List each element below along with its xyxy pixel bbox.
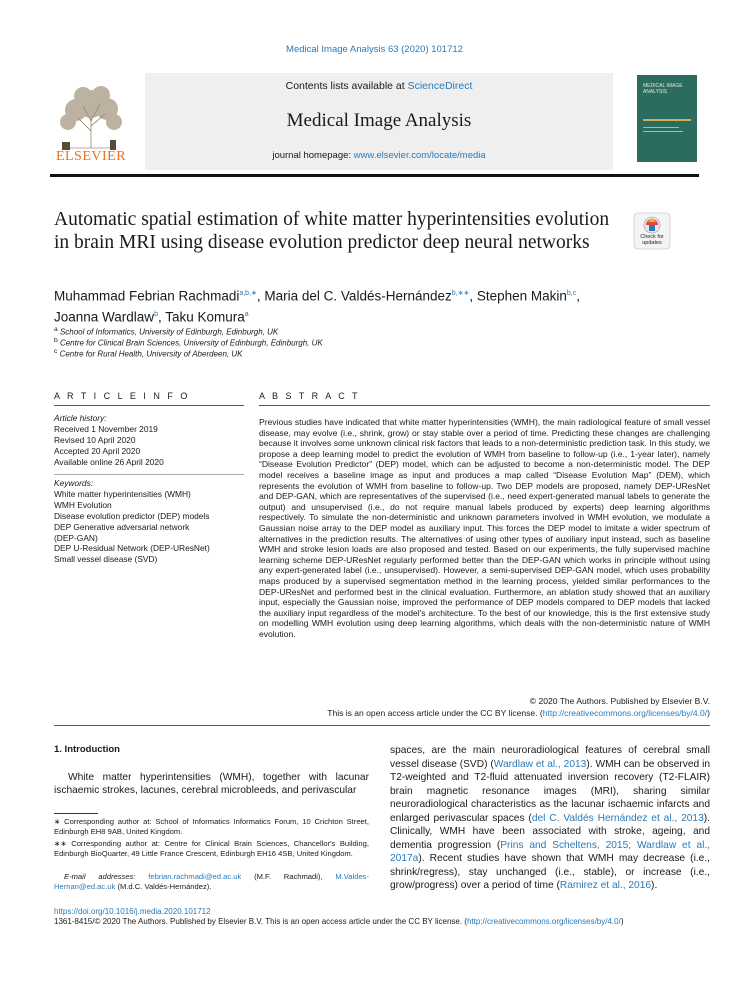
contents-line: Contents lists available at ScienceDirect xyxy=(285,80,473,92)
author-sup: b xyxy=(154,310,158,318)
affiliation: $^c$ Centre for Rural Health, University of Aberdeen, UK xyxy=(54,348,243,359)
homepage-link[interactable]: www.elsevier.com/locate/media xyxy=(353,150,486,161)
citation-link[interactable]: Prins and Scheltens, 2015; Wardlaw et al., 2017a xyxy=(390,839,710,865)
author[interactable]: Muhammad Febrian Rachmadi xyxy=(54,288,240,304)
journal-homepage: journal homepage: www.elsevier.com/locate/media xyxy=(272,150,486,161)
author[interactable]: Maria del C. Valdés-Hernández xyxy=(264,288,452,304)
keyword: (DEP-GAN) xyxy=(54,532,98,543)
intro-paragraph: White matter hyperintensities (WMH), together with lacunar ischaemic strokes, lacunes, cerebral microbleeds, and perivascular xyxy=(54,772,369,797)
email-link[interactable]: febrian.rachmadi@ed.ac.uk xyxy=(148,872,242,881)
journal-title: Medical Image Analysis xyxy=(286,110,472,131)
license-link[interactable]: http://creativecommons.org/licenses/by/4.0/ xyxy=(466,917,621,926)
publisher-logo-text: ELSEVIER xyxy=(55,149,127,164)
divider xyxy=(54,725,710,726)
journal-cover xyxy=(637,75,697,162)
keyword: White matter hyperintensities (WMH) xyxy=(54,488,191,499)
email-footnote: E-mail addresses: febrian.rachmadi@ed.ac.uk (M.F. Rachmadi), M.Valdes-Hernan@ed.ac.uk (M.d.C. Valdés-Hernández). xyxy=(54,872,369,892)
author-sup: b,∗∗ xyxy=(451,290,470,297)
cover-title: MEDICAL IMAGE ANALYSIS xyxy=(643,83,683,95)
abstract-text: Previous studies have indicated that white matter hyperintensities (WMH), the main radiological feature of small vessel disease, may evolve (i.e., shrink, grow) or stay stable over a period of time. Predicting these changes are challenging because it involves some unknown clinical risk factors that leads to a non-deterministic prediction task. In this study, we propose a deep learning model to predict the evolution of WMH from baseline to follow-up (i.e., 1-year later), namely “Disease Evolution Predictor” (DEP) model, which can be adjusted to become a non-deterministic model. The DEP model receives a baseline image as input and produces a map called “Disease Evolution Map” (DEM), which represents the evolution of WMH from baseline to follow-up. Two DEP models are proposed, namely DEP-UResNet and DEP-GAN, which are representatives of the supervised (i.e., need expert-generated manual labels to generate the output) and unsupervised (i.e., do not require manual labels produced by experts) deep learning algorithms respectively. To simulate the non-deterministic and unknown parameters involved in WMH evolution, we modulate a Gaussian noise array to the DEP model as auxiliary input. This forces the DEP model to imitate a wider spectrum of alternatives in the prediction results. The alternatives of using other types of auxiliary input instead, such as baseline WMH and stroke lesion loads are also proposed and tested. Based on our experiments, the fully supervised machine learning scheme DEP-UResNet regularly performed better than the DEP-GAN which works in principle without using any expert-generated label (i.e., unsupervised). However, a semi-supervised DEP-GAN model, which uses probability maps produced by a supervised segmentation method in the learning process, yielded similar performances to the DEP-UResNet and performed best in the clinical evaluation. Furthermore, an ablation study showed that an auxiliary input, especially the Gaussian noise, improved the performance of DEP models compared to DEP models that lacked the auxiliary input regardless of the model's architecture. To the best of our knowledge, this is the first extensive study on modelling WMH evolution using deep learning algorithms, which deals with the non-deterministic nature of WMH evolution. xyxy=(259,417,710,639)
crossmark-label: Check for updates xyxy=(640,234,664,246)
article-info-heading: A R T I C L E I N F O xyxy=(54,391,190,401)
license-line: This is an open access article under the CC BY license. (http://creativecommons.org/licenses/by/4.0/) xyxy=(327,708,710,718)
citation-link[interactable]: Ramirez et al., 2016 xyxy=(559,880,652,892)
divider xyxy=(54,405,244,406)
affiliation: $^b$ Centre for Clinical Brain Sciences, University of Edinburgh, Edinburgh, UK xyxy=(54,337,323,348)
divider xyxy=(54,474,244,475)
intro-paragraph-right: spaces, are the main neuroradiological features of cerebral small vessel disease (SVD) (Wardlaw et al., 2013). WMH can be observed in T2-weighted and T2-fluid attenuated inversion recovery (T2-FLAIR) brain magnetic resonance images (MRI), sharing similar neuroradiological characteristics as the lacunar ischaemic infarcts and enlarged perivascular spaces (del C. Valdés Hernández et al., 2013). Clinically, WMH have been associated with stroke, ageing, and dementia progression (Prins and Scheltens, 2015; Wardlaw et al., 2017a). Recent studies have shown that WMH may decrease (i.e., shrink/regress), stay unchanged (i.e., stable), or increase (i.e., grow/progress) over a period of time (Ramirez et al., 2016). xyxy=(390,745,710,892)
license-link[interactable]: http://creativecommons.org/licenses/by/4.0/ xyxy=(542,708,708,718)
section-heading: 1. Introduction xyxy=(54,744,120,755)
keywords: Keywords: White matter hyperintensities (WMH) WMH Evolution Disease evolution predictor (DEP) models DEP Generative adversarial network (DEP-GAN) DEP U-Residual Network (DEP-UResNet) Small vessel disease (SVD) xyxy=(54,478,244,565)
divider xyxy=(259,405,710,406)
footnote: ∗∗ Corresponding author at: Centre for Clinical Brain Sciences, Chancellor's Building, Edinburgh BioQuarter, 49 Little France Crescent, Edinburgh EH16 4SB, United Kingdom. xyxy=(54,839,369,859)
keyword: Small vessel disease (SVD) xyxy=(54,554,158,565)
author-sup: b,c xyxy=(566,290,577,297)
journal-citation[interactable]: Medical Image Analysis 63 (2020) 101712 xyxy=(286,44,463,55)
keyword: WMH Evolution xyxy=(54,499,112,510)
author[interactable]: Joanna Wardlaw xyxy=(54,309,155,324)
affiliation: $^a$ School of Informatics, University of Edinburgh, Edinburgh, UK xyxy=(54,326,279,337)
author-list: Muhammad Febrian Rachmadi$^{a,b,∗}$, Maria del C. Valdés-Hernández$^{b,∗∗}$, Stephen Makin$^{b,c}$, Joanna Wardlaw$^b$, Taku Komura$^a$ xyxy=(54,288,581,324)
keyword: DEP Generative adversarial network xyxy=(54,521,190,532)
issn-line: 1361-8415/© 2020 The Authors. Published by Elsevier B.V. This is an open access article under the CC BY license. (http://creativecommons.org/licenses/by/4.0/) xyxy=(54,917,624,926)
sciencedirect-link[interactable]: ScienceDirect xyxy=(407,80,473,92)
email-link[interactable]: M.Valdes-Hernan@ed.ac.uk xyxy=(54,872,369,892)
copyright-line: © 2020 The Authors. Published by Elsevier B.V. xyxy=(529,696,710,706)
article-history: Article history: Received 1 November 2019 Revised 10 April 2020 Accepted 20 April 2020 Available online 26 April 2020 xyxy=(54,413,164,467)
keyword: DEP U-Residual Network (DEP-UResNet) xyxy=(54,543,210,554)
author-sup: a,b,∗ xyxy=(239,290,257,297)
keyword: Disease evolution predictor (DEP) models xyxy=(54,510,210,521)
citation-link[interactable]: Wardlaw et al., 2013 xyxy=(493,758,587,770)
citation-link[interactable]: del C. Valdés Hernández et al., 2013 xyxy=(531,812,704,824)
article-title: Automatic spatial estimation of white matter hyperintensities evolution in brain MRI using disease evolution predictor deep neural networks xyxy=(54,209,610,253)
author-sup: a xyxy=(244,310,249,318)
header-rule xyxy=(50,174,699,177)
author[interactable]: Taku Komura xyxy=(165,309,245,324)
abstract-heading: A B S T R A C T xyxy=(259,391,361,401)
doi-link[interactable]: https://doi.org/10.1016/j.media.2020.101712 xyxy=(54,907,211,916)
footnote-rule xyxy=(54,813,98,814)
footnote: ∗ Corresponding author at: School of Informatics Informatics Forum, 10 Crichton Street, Edinburgh EH8 9AB, United Kingdom. xyxy=(54,817,369,837)
author[interactable]: Stephen Makin xyxy=(476,288,567,304)
